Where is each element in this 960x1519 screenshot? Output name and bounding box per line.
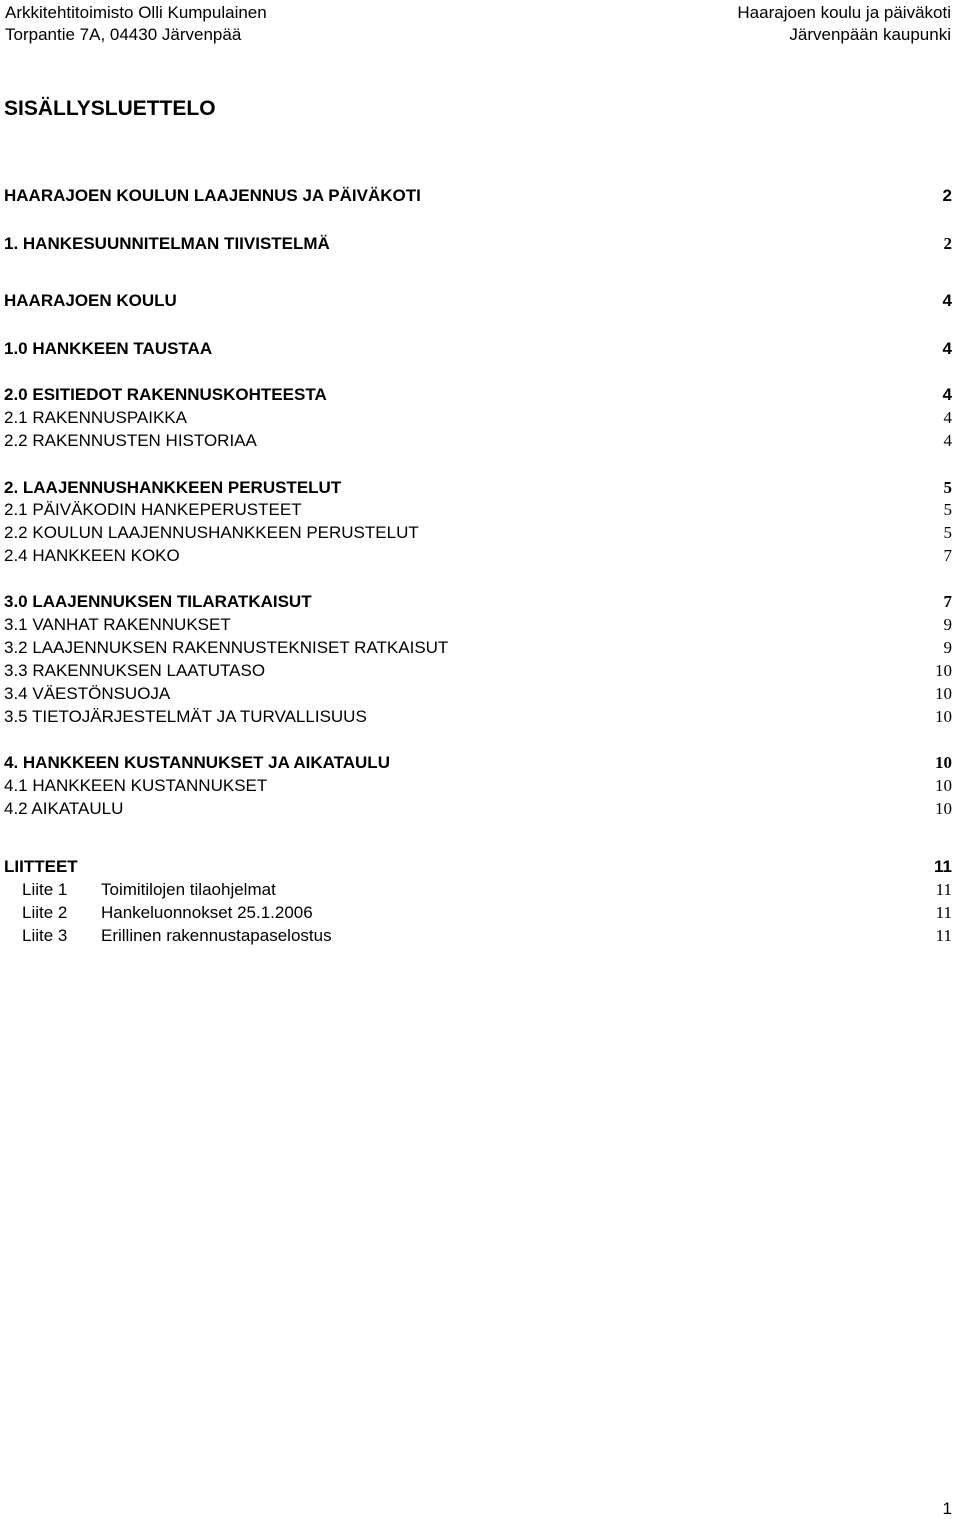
toc-entry-label: HAARAJOEN KOULUN LAAJENNUS JA PÄIVÄKOTI [4,186,421,205]
toc-entry-page: 5 [943,500,952,519]
toc-entry-label: 4.1 HANKKEEN KUSTANNUKSET [4,776,268,795]
attachment-page: 11 [935,880,952,899]
attachment-number: Liite 2 [22,903,68,922]
attachment-title: Erillinen rakennustapaselostus [101,926,332,945]
toc-entry-label: 1. HANKESUUNNITELMAN TIIVISTELMÄ [4,234,330,253]
toc-entry[interactable] [4,856,952,878]
header-left [5,2,267,46]
toc-entry-label: 4.2 AIKATAULU [4,799,124,818]
attachment-number: Liite 1 [22,880,68,899]
toc-entry-label: 2.2 RAKENNUSTEN HISTORIAA [4,431,257,450]
toc-entry-page: 10 [935,707,952,726]
toc-entry[interactable] [4,338,952,360]
toc-entry-label: 1.0 HANKKEEN TAUSTAA [4,339,213,358]
page-number: 1 [942,1499,952,1518]
toc-entry-page: 7 [943,592,952,611]
attachment-title: Hankeluonnokset 25.1.2006 [101,903,313,922]
toc-entry-label: LIITTEET [4,857,78,876]
attachment-number: Liite 3 [22,926,68,945]
toc-entry-page: 5 [943,478,952,497]
toc-entry-label: HAARAJOEN KOULU [4,291,177,310]
toc-entry[interactable] [4,233,952,255]
header-address: Torpantie 7A, 04430 Järvenpää [5,25,242,44]
toc-entry[interactable] [4,614,952,636]
toc-entry[interactable] [4,591,952,613]
toc-entry-page: 10 [935,684,952,703]
toc-entry[interactable] [4,752,952,774]
toc-entry-page: 2 [942,186,952,205]
toc-entry-page: 11 [934,857,952,876]
toc-entry[interactable] [4,290,952,312]
toc-entry-label: 2.4 HANKKEEN KOKO [4,546,180,565]
toc-entry-label: 4. HANKKEEN KUSTANNUKSET JA AIKATAULU [4,753,390,772]
toc-entry-page: 10 [935,753,952,772]
toc-entry-page: 7 [943,546,952,565]
toc-entry-label: 3.0 LAAJENNUKSEN TILARATKAISUT [4,592,312,611]
toc-entry[interactable] [4,522,952,544]
page-title: SISÄLLYSLUETTELO [4,97,216,120]
toc-entry-label: 3.5 TIETOJÄRJESTELMÄT JA TURVALLISUUS [4,707,367,726]
toc-entry[interactable] [4,545,952,567]
toc-entry-label: 2.0 ESITIEDOT RAKENNUSKOHTEESTA [4,385,327,404]
toc-entry-label: 3.1 VANHAT RAKENNUKSET [4,615,231,634]
attachment-title: Toimitilojen tilaohjelmat [101,880,276,899]
toc-entry[interactable] [4,775,952,797]
toc-entry-page: 10 [935,776,952,795]
toc-entry-page: 4 [942,385,952,404]
toc-entry-label: 3.4 VÄESTÖNSUOJA [4,684,171,703]
header-project: Haarajoen koulu ja päiväkoti [737,3,951,22]
toc-entry[interactable] [4,477,952,499]
toc-entry-label: 3.2 LAAJENNUKSEN RAKENNUSTEKNISET RATKAISUT [4,638,449,657]
toc-entry-page: 4 [942,291,952,310]
toc-entry-page: 4 [942,339,952,358]
toc-entry-page: 5 [943,523,952,542]
toc-entry-label: 2.1 RAKENNUSPAIKKA [4,408,187,427]
toc-entry-label: 2.1 PÄIVÄKODIN HANKEPERUSTEET [4,500,302,519]
toc-entry-page: 10 [935,799,952,818]
header-client: Järvenpään kaupunki [789,25,951,44]
toc-entry-label: 2. LAAJENNUSHANKKEEN PERUSTELUT [4,478,342,497]
toc-entry-label: 3.3 RAKENNUKSEN LAATUTASO [4,661,266,680]
toc-entry[interactable] [4,706,952,728]
toc-entry-page: 9 [943,615,952,634]
toc-entry-page: 4 [943,431,952,450]
attachment-entry[interactable] [4,902,952,924]
toc-entry-page: 2 [943,234,952,253]
toc-entry-page: 10 [935,661,952,680]
toc-entry[interactable] [4,185,952,207]
toc-entry[interactable] [4,660,952,682]
header-right [737,2,951,46]
toc-entry[interactable] [4,798,952,820]
toc-entry[interactable] [4,637,952,659]
toc-entry[interactable] [4,384,952,406]
toc-entry-page: 4 [943,408,952,427]
toc-entry[interactable] [4,430,952,452]
attachment-entry[interactable] [4,925,952,947]
toc-entry-page: 9 [943,638,952,657]
toc-entry[interactable] [4,407,952,429]
header-company: Arkkitehtitoimisto Olli Kumpulainen [5,3,267,22]
attachment-page: 11 [935,926,952,945]
toc-entry[interactable] [4,499,952,521]
toc-entry-label: 2.2 KOULUN LAAJENNUSHANKKEEN PERUSTELUT [4,523,419,542]
attachment-entry[interactable] [4,879,952,901]
attachment-page: 11 [935,903,952,922]
toc-entry[interactable] [4,683,952,705]
